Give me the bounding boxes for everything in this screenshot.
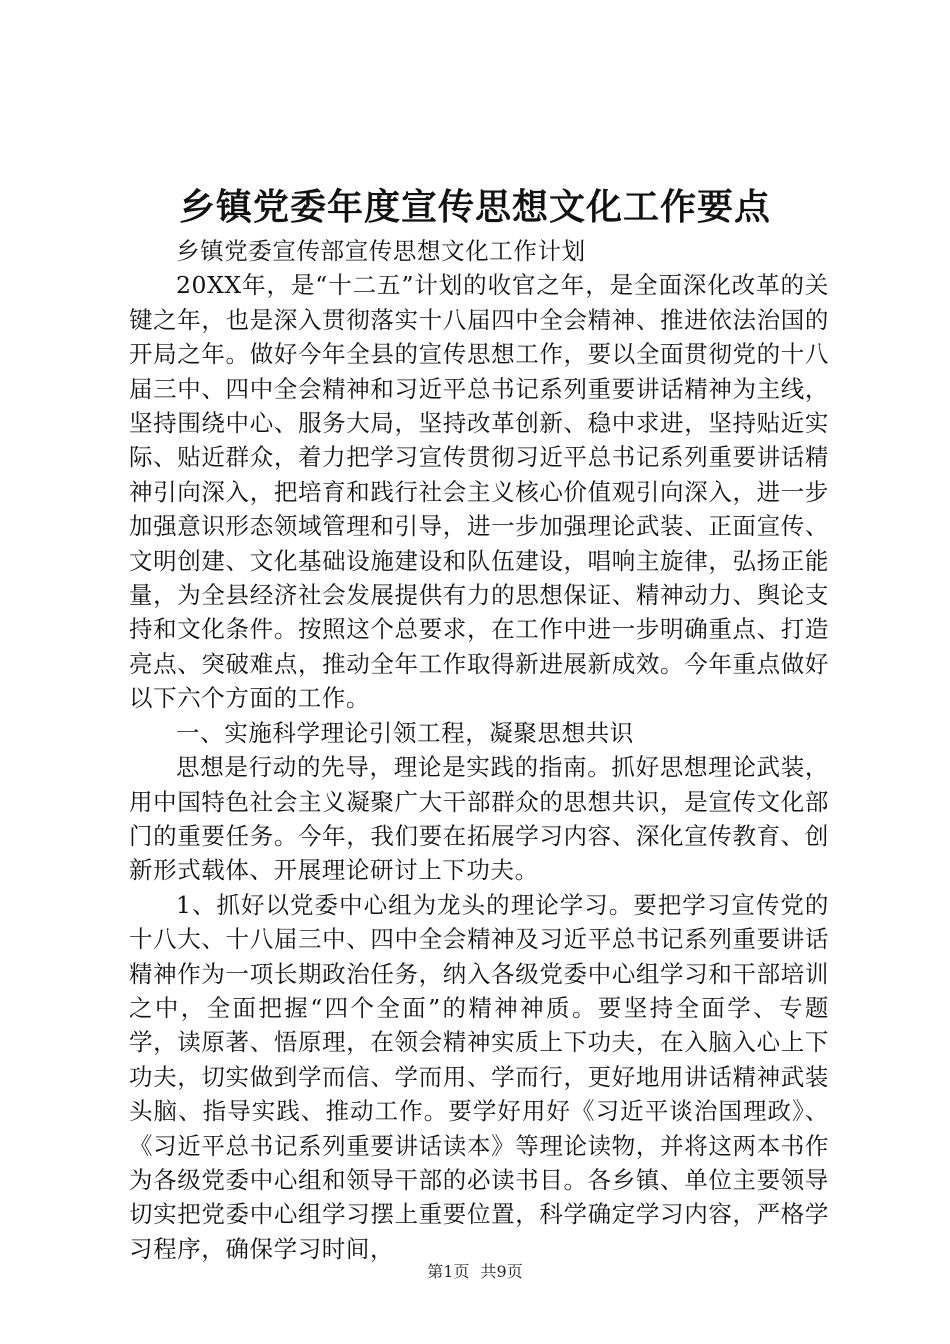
document-title: 乡镇党委年度宣传思想文化工作要点 <box>178 186 771 228</box>
document-subtitle: 乡镇党委宣传部宣传思想文化工作计划 <box>176 237 586 265</box>
page-footer <box>0 1261 950 1283</box>
page-total: 共9页 <box>480 1262 523 1281</box>
document-body <box>129 234 829 1266</box>
item-paragraph: 1、抓好以党委中心组为龙头的理论学习。要把学习宣传党的十八大、十八届三中、四中全会精神及习近平总书记系列重要讲话精神作为一项长期政治任务，纳入各级党委中心组学习和干部培训之中，全面把握“四个全面”的精神神质。要坚持全面学、专题学，读原著、悟原理，在领会精神实质上下功夫，在入脑入心上下功夫，切实做到学而信、学而用、学而行，更好地用讲话精神武装头脑、指导实践、推动工作。要学好用好《习近平谈治国理政》、《习近平总书记系列重要讲话读本》等理论读物，并将这两本书作为各级党委中心组和领导干部的必读书目。各乡镇、单位主要领导切实把党委中心组学习摆上重要位置，科学确定学习内容，严格学习程序，确保学习时间， <box>129 890 829 1263</box>
section-paragraph: 思想是行动的先导，理论是实践的指南。抓好思想理论武装，用中国特色社会主义凝聚广大干部群众的思想共识，是宣传文化部门的重要任务。今年，我们要在拓展学习内容、深化宣传教育、创新形式载体、开展理论研讨上下功夫。 <box>129 753 829 885</box>
page-number: 第1页 <box>427 1262 470 1281</box>
intro-paragraph: 20XX年，是“十二五”计划的收官之年，是全面深化改革的关键之年，也是深入贯彻落实十八届四中全会精神、推进依法治国的开局之年。做好今年全县的宣传思想工作，要以全面贯彻党的十八届三中、四中全会精神和习近平总书记系列重要讲话精神为主线，坚持围绕中心、服务大局，坚持改革创新、稳中求进，坚持贴近实际、贴近群众，着力把学习宣传贯彻习近平总书记系列重要讲话精神引向深入，把培育和践行社会主义核心价值观引向深入，进一步加强意识形态领域管理和引导，进一步加强理论武装、正面宣传、文明创建、文化基础设施建设和队伍建设，唱响主旋律，弘扬正能量，为全县经济社会发展提供有力的思想保证、精神动力、舆论支持和文化条件。按照这个总要求，在工作中进一步明确重点、打造亮点、突破难点，推动全年工作取得新进展新成效。今年重点做好以下六个方面的工作。 <box>129 271 829 713</box>
section-heading: 一、实施科学理论引领工程，凝聚思想共识 <box>176 718 634 747</box>
